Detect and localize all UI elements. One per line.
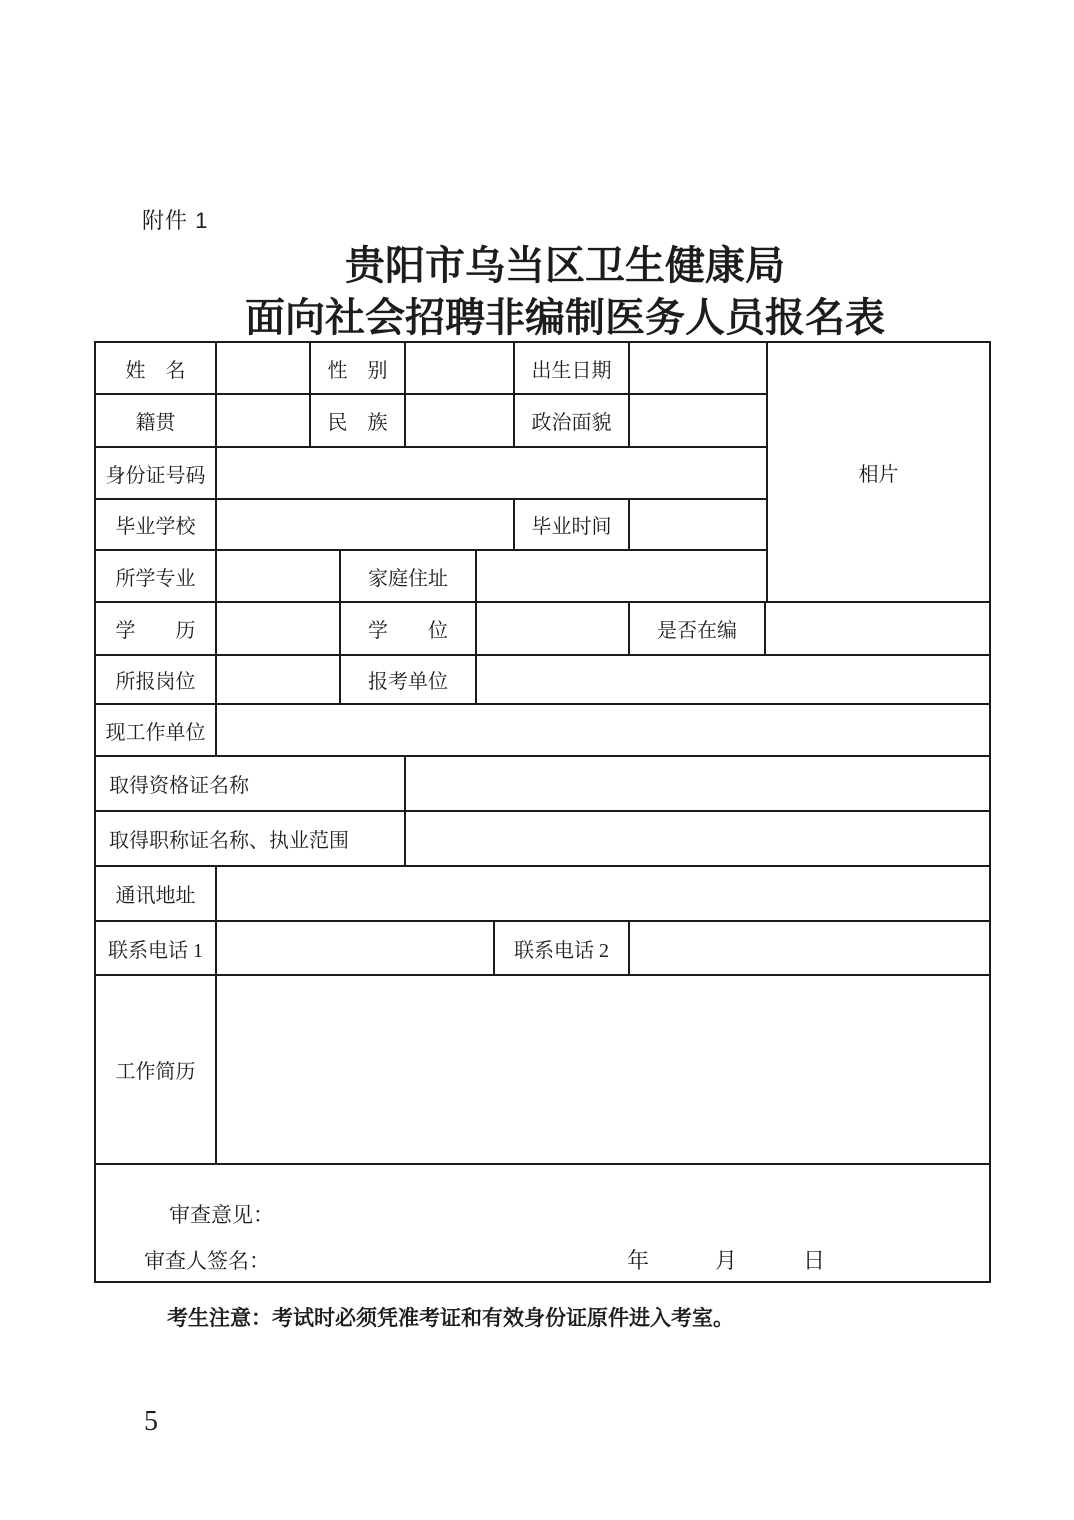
review-section — [96, 1165, 989, 1281]
title-line-1: 贵阳市乌当区卫生健康局 — [345, 243, 785, 288]
field-value-education — [217, 603, 341, 654]
table-row-applied-position — [96, 656, 989, 705]
review-day-label: 日 — [803, 1248, 826, 1273]
field-value-phone2 — [630, 922, 989, 974]
field-value-name — [217, 343, 311, 393]
table-row-education — [96, 603, 989, 656]
field-value-applied-position — [217, 656, 341, 703]
field-label-work-history: 工作简历 — [96, 976, 217, 1163]
table-row-work-history — [96, 976, 989, 1165]
document-title — [140, 240, 990, 344]
field-label-gender: 性 别 — [311, 343, 406, 393]
field-value-work-history — [217, 976, 989, 1163]
field-label-major: 所学专业 — [96, 551, 217, 601]
review-signer-label: 审查人签名： — [144, 1249, 270, 1273]
field-label-native-place: 籍贯 — [96, 395, 217, 446]
field-value-birth-date — [630, 343, 766, 393]
field-value-mailing-address — [217, 867, 989, 920]
field-value-on-staff — [766, 603, 989, 654]
field-value-gender — [406, 343, 515, 393]
field-label-graduation-time: 毕业时间 — [515, 500, 630, 549]
field-label-phone2: 联系电话 2 — [495, 922, 630, 974]
field-value-graduate-school — [217, 500, 515, 549]
field-label-current-employer: 现工作单位 — [96, 705, 217, 755]
field-value-native-place — [217, 395, 311, 446]
field-label-degree: 学 位 — [341, 603, 477, 654]
table-row-qualification-cert — [96, 757, 989, 812]
review-year-label: 年 — [627, 1248, 650, 1273]
field-label-applied-position: 所报岗位 — [96, 656, 217, 703]
field-value-qualification-cert — [406, 757, 989, 810]
field-value-applied-unit — [477, 656, 989, 703]
field-label-qualification-cert: 取得资格证名称 — [96, 757, 406, 810]
field-value-major — [217, 551, 341, 601]
field-label-phone1: 联系电话 1 — [96, 922, 217, 974]
field-value-degree — [477, 603, 630, 654]
field-label-ethnicity: 民 族 — [311, 395, 406, 446]
field-value-ethnicity — [406, 395, 515, 446]
table-row-mailing-address — [96, 867, 989, 922]
field-label-political-status: 政治面貌 — [515, 395, 630, 446]
field-label-graduate-school: 毕业学校 — [96, 500, 217, 549]
field-value-political-status — [630, 395, 766, 446]
field-label-mailing-address: 通讯地址 — [96, 867, 217, 920]
application-form-table — [94, 341, 991, 1283]
field-label-home-address: 家庭住址 — [341, 551, 477, 601]
photo-cell: 相片 — [766, 343, 989, 603]
field-label-id-number: 身份证号码 — [96, 448, 217, 498]
table-row-review — [96, 1165, 989, 1281]
field-value-phone1 — [217, 922, 495, 974]
field-label-education: 学 历 — [96, 603, 217, 654]
field-value-title-cert — [406, 812, 989, 865]
review-opinion-label: 审查意见： — [169, 1203, 274, 1227]
table-row-current-employer — [96, 705, 989, 757]
field-label-name: 姓 名 — [96, 343, 217, 393]
attachment-label: 附件 1 — [142, 208, 209, 233]
page-number: 5 — [144, 1406, 158, 1437]
field-label-birth-date: 出生日期 — [515, 343, 630, 393]
field-label-title-cert: 取得职称证名称、执业范围 — [96, 812, 406, 865]
title-line-2: 面向社会招聘非编制医务人员报名表 — [245, 295, 885, 340]
field-value-home-address — [477, 551, 766, 601]
table-row-phones — [96, 922, 989, 976]
field-value-id-number — [217, 448, 766, 498]
table-row-title-cert — [96, 812, 989, 867]
candidate-notice: 考生注意：考试时必须凭准考证和有效身份证原件进入考室。 — [167, 1307, 734, 1330]
field-value-graduation-time — [630, 500, 766, 549]
field-label-applied-unit: 报考单位 — [341, 656, 477, 703]
review-month-label: 月 — [715, 1248, 738, 1273]
field-label-on-staff: 是否在编 — [630, 603, 766, 654]
field-value-current-employer — [217, 705, 989, 755]
